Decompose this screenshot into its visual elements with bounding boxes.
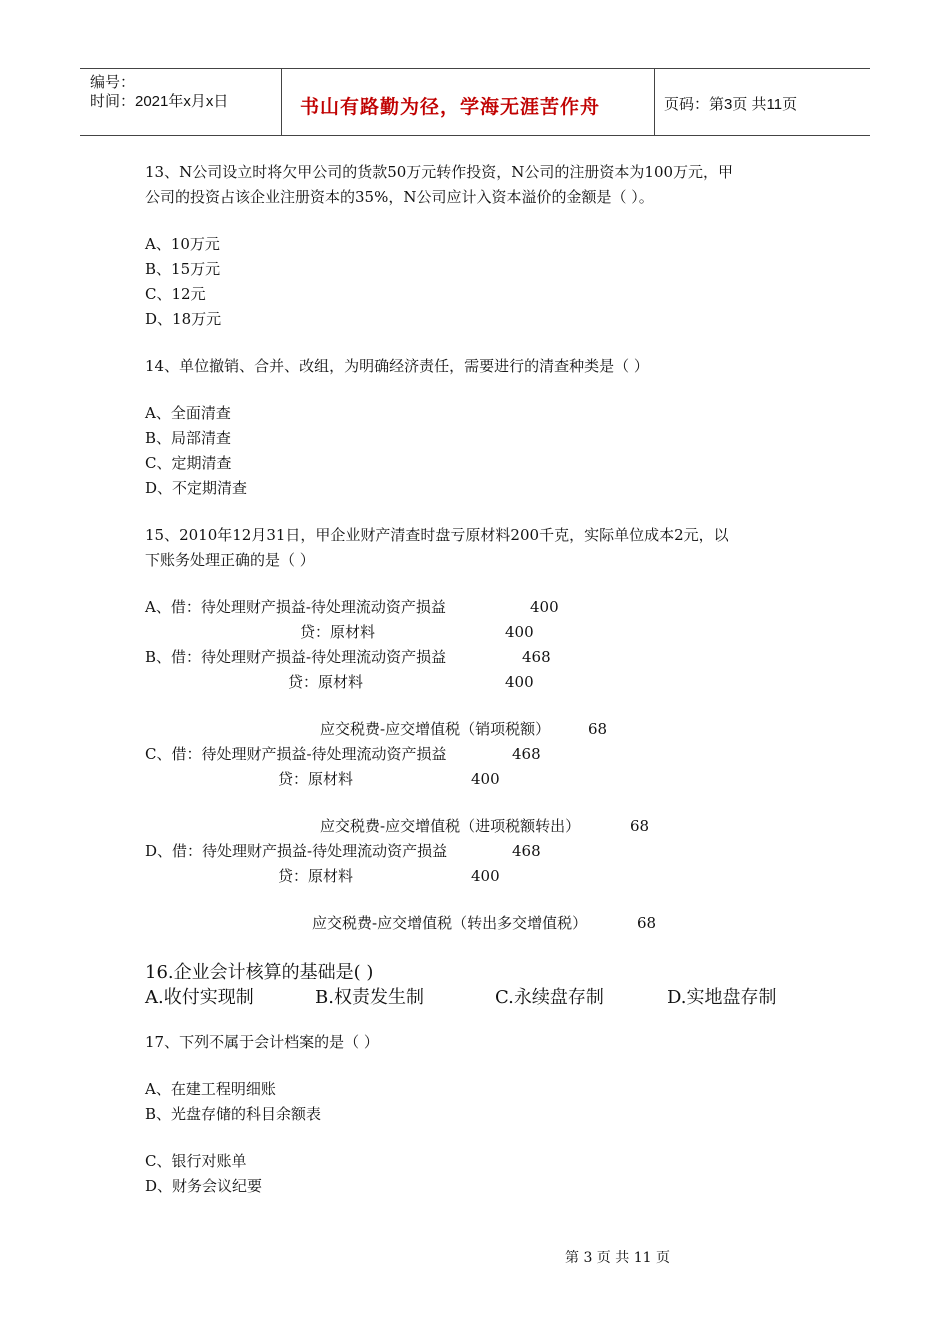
header-time-label: 时间：2021年x月x日 <box>90 93 229 110</box>
q15-option-c-tax: 应交税费-应交增值税（进项税额转出） <box>320 817 581 835</box>
q16-option-d: D.实地盘存制 <box>667 987 777 1008</box>
q15-option-c-credit: 贷：原材料 <box>278 770 354 788</box>
q16-option-a: A.收付实现制 <box>145 987 254 1008</box>
q16-stem: 16.企业会计核算的基础是( ) <box>145 962 374 983</box>
q15-option-b-tax: 应交税费-应交增值税（销项税额） <box>320 720 551 738</box>
q15-option-b-debit: B、借：待处理财产损益-待处理流动资产损益 <box>145 648 447 666</box>
q15-option-d-credit-amount: 400 <box>471 867 500 885</box>
q15-stem-line2: 下账务处理正确的是（ ） <box>145 551 315 569</box>
q16-option-b: B.权责发生制 <box>315 987 424 1008</box>
q15-option-a-credit: 贷：原材料 <box>300 623 376 641</box>
q17-option-a: A、在建工程明细账 <box>145 1080 276 1098</box>
q15-option-d-tax-amount: 68 <box>637 914 657 932</box>
q13-option-c: C、12元 <box>145 285 206 303</box>
header-number-label: 编号： <box>90 74 136 91</box>
q15-option-a-debit-amount: 400 <box>530 598 559 616</box>
header-divider-left <box>281 68 282 135</box>
q17-option-b: B、光盘存储的科目余额表 <box>145 1105 322 1123</box>
header-divider-right <box>654 68 655 135</box>
header-page-label: 页码：第3页 共11页 <box>664 96 798 113</box>
q15-option-d-tax: 应交税费-应交增值税（转出多交增值税） <box>312 914 588 932</box>
q14-option-c: C、定期清查 <box>145 454 232 472</box>
q15-option-b-credit-amount: 400 <box>505 673 534 691</box>
q13-option-a: A、10万元 <box>145 235 220 253</box>
q14-option-a: A、全面清查 <box>145 404 231 422</box>
q14-option-d: D、不定期清查 <box>145 479 248 497</box>
q13-option-b: B、15万元 <box>145 260 221 278</box>
q15-option-a-credit-amount: 400 <box>505 623 534 641</box>
q14-stem: 14、单位撤销、合并、改组，为明确经济责任，需要进行的清查种类是（ ） <box>145 357 649 375</box>
q15-option-b-tax-amount: 68 <box>588 720 608 738</box>
q15-option-d-credit: 贷：原材料 <box>278 867 354 885</box>
q16-option-c: C.永续盘存制 <box>495 987 604 1008</box>
q15-option-c-tax-amount: 68 <box>630 817 650 835</box>
q13-stem-line2: 公司的投资占该企业注册资本的35%，N公司应计入资本溢价的金额是（ ）。 <box>145 188 654 206</box>
q13-stem-line1: 13、N公司设立时将欠甲公司的货款50万元转作投资，N公司的注册资本为100万元，甲 <box>145 163 734 181</box>
q15-option-d-debit: D、借：待处理财产损益-待处理流动资产损益 <box>145 842 448 860</box>
q15-option-d-debit-amount: 468 <box>512 842 541 860</box>
q15-option-b-credit: 贷：原材料 <box>288 673 364 691</box>
header-motto: 书山有路勤为径，学海无涯苦作舟 <box>300 97 601 118</box>
q17-option-c: C、银行对账单 <box>145 1152 247 1170</box>
q17-option-d: D、财务会议纪要 <box>145 1177 263 1195</box>
q13-option-d: D、18万元 <box>145 310 222 328</box>
q15-option-c-credit-amount: 400 <box>471 770 500 788</box>
q15-option-a-debit: A、借：待处理财产损益-待处理流动资产损益 <box>145 598 446 616</box>
header-top-rule <box>80 68 870 69</box>
page-footer: 第 3 页 共 11 页 <box>565 1250 670 1266</box>
q15-option-b-debit-amount: 468 <box>522 648 551 666</box>
q14-option-b: B、局部清查 <box>145 429 232 447</box>
q17-stem: 17、下列不属于会计档案的是（ ） <box>145 1033 379 1051</box>
q15-stem-line1: 15、2010年12月31日，甲企业财产清查时盘亏原材料200千克，实际单位成本2元，以 <box>145 526 729 544</box>
header-bottom-rule <box>80 135 870 136</box>
q15-option-c-debit: C、借：待处理财产损益-待处理流动资产损益 <box>145 745 447 763</box>
q15-option-c-debit-amount: 468 <box>512 745 541 763</box>
